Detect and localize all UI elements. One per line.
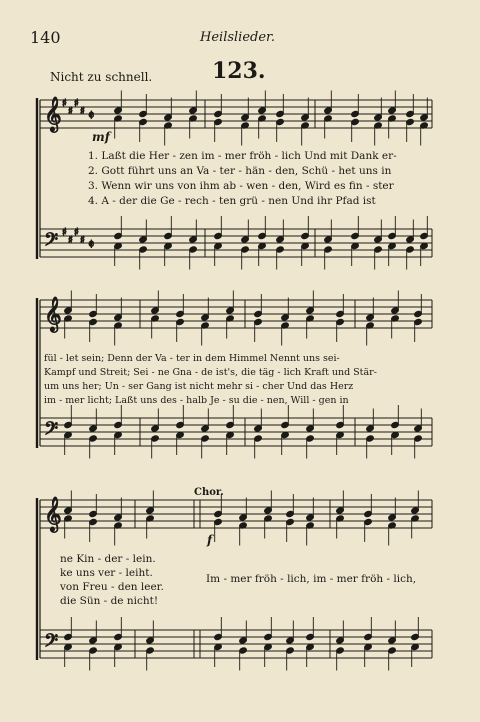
sharp-sign: ♯ [74,98,79,109]
lyric-line-s1-v3: 3. Wenn wir uns von ihm ab - wen - den, Wird es fin - ster [88,180,394,192]
sharp-sign: ♯ [80,106,85,117]
page-number: 140 [30,28,61,47]
hymn-number: 123. [212,58,266,84]
chorus-label: Chor. [194,487,224,498]
bass-clef: 𝄢 [44,419,59,444]
bass-clef: 𝄢 [44,631,59,656]
time-signature: 𝄵 [88,237,95,253]
lyric-line-s3-v1: ne Kin - der - lein. [60,553,156,565]
lyric-line-s1-v2: 2. Gott führt uns an Va - ter - hän - den, Schü - het uns in [88,165,392,177]
lyric-line-s1-v4: 4. A - der die Ge - rech - ten grü - nen Und ihr Pfad ist [88,195,376,207]
dynamic-f: f [207,533,213,547]
sharp-sign: ♯ [68,235,73,246]
treble-clef: 𝄞 [44,297,62,332]
treble-clef: 𝄞 [44,97,62,132]
lyric-line-s1-v1: 1. Laßt die Her - zen im - mer fröh - lich Und mit Dank er- [88,150,397,162]
lyric-line-s3-v2: ke uns ver - leiht. [60,567,153,579]
lyric-line-s2-v2: Kampf und Streit; Sei - ne Gna - de ist's, die täg - lich Kraft und Stär- [44,367,377,378]
sharp-sign: ♯ [68,106,73,117]
lyric-line-s3-v4: die Sün - de nicht! [60,595,159,607]
tempo-marking: Nicht zu schnell. [50,70,153,84]
sharp-sign: ♯ [62,227,67,238]
running-head: Heilslieder. [200,30,275,45]
sharp-sign: ♯ [62,98,67,109]
sharp-sign: ♯ [74,227,79,238]
sharp-sign: ♯ [80,235,85,246]
bass-clef: 𝄢 [44,230,59,255]
dynamic-mf: mf [92,130,110,144]
lyric-line-s2-v3: um uns her; Un - ser Gang ist nicht mehr si - cher Und das Herz [44,381,354,392]
chorus-lyric: Im - mer fröh - lich, im - mer fröh - lich, [206,573,417,585]
treble-clef: 𝄞 [44,497,62,532]
lyric-line-s2-v4: im - mer licht; Laßt uns des - halb Je - su die - nen, Will - gen in [44,395,349,406]
time-signature: 𝄵 [88,108,95,124]
lyric-line-s2-v1: fül - let sein; Denn der Va - ter in dem Himmel Nennt uns sei- [44,353,340,364]
lyric-line-s3-v3: von Freu - den leer. [60,581,164,593]
